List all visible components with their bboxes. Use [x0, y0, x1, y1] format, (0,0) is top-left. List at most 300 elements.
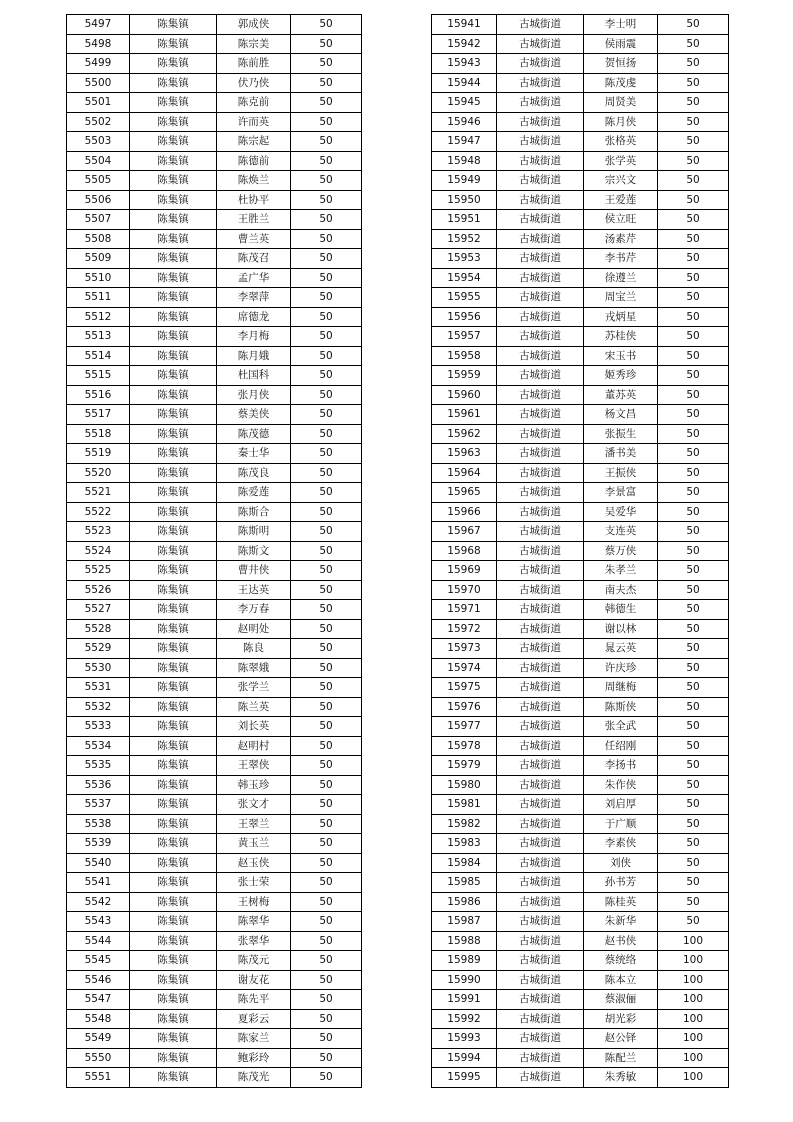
row-number-cell: 15943: [432, 54, 497, 74]
table-row: [67, 931, 362, 951]
district-cell: 古城街道: [497, 697, 584, 717]
name-cell: 孙书芳: [584, 873, 658, 893]
name-cell: 秦士华: [217, 444, 291, 464]
name-cell: 赵公铎: [584, 1029, 658, 1049]
name-cell: 朱秀敏: [584, 1068, 658, 1088]
table-row: [67, 580, 362, 600]
amount-cell: 50: [658, 73, 729, 93]
row-number-cell: 5527: [67, 600, 130, 620]
name-cell: 宋玉书: [584, 346, 658, 366]
table-row: [432, 834, 729, 854]
amount-cell: 50: [658, 483, 729, 503]
table-row: [432, 580, 729, 600]
amount-cell: 50: [291, 268, 362, 288]
name-cell: 周贤美: [584, 93, 658, 113]
name-cell: 杜协平: [217, 190, 291, 210]
row-number-cell: 5513: [67, 327, 130, 347]
name-cell: 李士明: [584, 15, 658, 35]
district-cell: 陈集镇: [130, 307, 217, 327]
row-number-cell: 15959: [432, 366, 497, 386]
amount-cell: 50: [291, 346, 362, 366]
amount-cell: 50: [658, 229, 729, 249]
row-number-cell: 5542: [67, 892, 130, 912]
name-cell: 于广顺: [584, 814, 658, 834]
district-cell: 古城街道: [497, 424, 584, 444]
row-number-cell: 15961: [432, 405, 497, 425]
amount-cell: 50: [291, 366, 362, 386]
name-cell: 侯立旺: [584, 210, 658, 230]
amount-cell: 50: [658, 619, 729, 639]
table-row: [432, 327, 729, 347]
amount-cell: 50: [291, 112, 362, 132]
left-table: [66, 14, 362, 1088]
row-number-cell: 5546: [67, 970, 130, 990]
table-row: [432, 814, 729, 834]
name-cell: 陈斯合: [217, 502, 291, 522]
name-cell: 陈茂良: [217, 463, 291, 483]
amount-cell: 50: [658, 580, 729, 600]
name-cell: 韩德生: [584, 600, 658, 620]
row-number-cell: 15991: [432, 990, 497, 1010]
district-cell: 古城街道: [497, 327, 584, 347]
district-cell: 陈集镇: [130, 873, 217, 893]
district-cell: 陈集镇: [130, 405, 217, 425]
table-row: [67, 34, 362, 54]
table-row: [432, 619, 729, 639]
amount-cell: 50: [291, 1009, 362, 1029]
name-cell: 宗兴文: [584, 171, 658, 191]
table-row: [432, 73, 729, 93]
name-cell: 张学兰: [217, 678, 291, 698]
district-cell: 古城街道: [497, 990, 584, 1010]
amount-cell: 50: [291, 795, 362, 815]
amount-cell: 50: [291, 151, 362, 171]
name-cell: 苏桂侠: [584, 327, 658, 347]
amount-cell: 50: [658, 541, 729, 561]
name-cell: 许庆珍: [584, 658, 658, 678]
district-cell: 古城街道: [497, 951, 584, 971]
name-cell: 郭成侠: [217, 15, 291, 35]
row-number-cell: 5512: [67, 307, 130, 327]
name-cell: 陈配兰: [584, 1048, 658, 1068]
amount-cell: 50: [291, 580, 362, 600]
name-cell: 杜国科: [217, 366, 291, 386]
name-cell: 李扬书: [584, 756, 658, 776]
amount-cell: 50: [291, 54, 362, 74]
district-cell: 陈集镇: [130, 951, 217, 971]
amount-cell: 50: [291, 561, 362, 581]
row-number-cell: 5522: [67, 502, 130, 522]
row-number-cell: 5505: [67, 171, 130, 191]
district-cell: 古城街道: [497, 112, 584, 132]
district-cell: 古城街道: [497, 307, 584, 327]
amount-cell: 50: [291, 73, 362, 93]
row-number-cell: 15986: [432, 892, 497, 912]
name-cell: 刘长英: [217, 717, 291, 737]
district-cell: 陈集镇: [130, 327, 217, 347]
district-cell: 陈集镇: [130, 268, 217, 288]
amount-cell: 50: [658, 834, 729, 854]
row-number-cell: 15963: [432, 444, 497, 464]
district-cell: 陈集镇: [130, 54, 217, 74]
row-number-cell: 15972: [432, 619, 497, 639]
amount-cell: 50: [658, 678, 729, 698]
district-cell: 古城街道: [497, 600, 584, 620]
amount-cell: 50: [291, 775, 362, 795]
amount-cell: 50: [658, 775, 729, 795]
table-row: [432, 151, 729, 171]
amount-cell: 50: [658, 288, 729, 308]
table-row: [67, 210, 362, 230]
row-number-cell: 5501: [67, 93, 130, 113]
name-cell: 刘侠: [584, 853, 658, 873]
district-cell: 陈集镇: [130, 210, 217, 230]
table-row: [67, 463, 362, 483]
name-cell: 孟广华: [217, 268, 291, 288]
district-cell: 陈集镇: [130, 970, 217, 990]
table-row: [432, 229, 729, 249]
amount-cell: 50: [291, 210, 362, 230]
amount-cell: 50: [291, 619, 362, 639]
district-cell: 古城街道: [497, 892, 584, 912]
row-number-cell: 15954: [432, 268, 497, 288]
amount-cell: 50: [291, 951, 362, 971]
row-number-cell: 15988: [432, 931, 497, 951]
table-row: [67, 795, 362, 815]
table-row: [67, 424, 362, 444]
row-number-cell: 5534: [67, 736, 130, 756]
table-row: [67, 756, 362, 776]
table-row: [67, 717, 362, 737]
amount-cell: 50: [658, 366, 729, 386]
name-cell: 黄玉兰: [217, 834, 291, 854]
table-row: [432, 639, 729, 659]
row-number-cell: 15951: [432, 210, 497, 230]
district-cell: 古城街道: [497, 970, 584, 990]
row-number-cell: 15946: [432, 112, 497, 132]
name-cell: 张全武: [584, 717, 658, 737]
name-cell: 王翠侠: [217, 756, 291, 776]
row-number-cell: 5510: [67, 268, 130, 288]
district-cell: 陈集镇: [130, 561, 217, 581]
amount-cell: 50: [291, 697, 362, 717]
amount-cell: 50: [658, 853, 729, 873]
district-cell: 古城街道: [497, 502, 584, 522]
row-number-cell: 15982: [432, 814, 497, 834]
table-row: [67, 522, 362, 542]
row-number-cell: 15955: [432, 288, 497, 308]
name-cell: 赵书侠: [584, 931, 658, 951]
row-number-cell: 15974: [432, 658, 497, 678]
row-number-cell: 5498: [67, 34, 130, 54]
district-cell: 古城街道: [497, 1029, 584, 1049]
row-number-cell: 5545: [67, 951, 130, 971]
name-cell: 伏乃侠: [217, 73, 291, 93]
amount-cell: 50: [658, 151, 729, 171]
district-cell: 古城街道: [497, 678, 584, 698]
row-number-cell: 5544: [67, 931, 130, 951]
amount-cell: 50: [291, 1029, 362, 1049]
amount-cell: 50: [291, 678, 362, 698]
table-row: [432, 502, 729, 522]
row-number-cell: 5537: [67, 795, 130, 815]
table-row: [432, 970, 729, 990]
amount-cell: 50: [658, 561, 729, 581]
table-row: [432, 249, 729, 269]
row-number-cell: 5506: [67, 190, 130, 210]
table-row: [432, 366, 729, 386]
table-row: [67, 541, 362, 561]
district-cell: 陈集镇: [130, 171, 217, 191]
table-row: [432, 1068, 729, 1088]
district-cell: 陈集镇: [130, 34, 217, 54]
name-cell: 朱作侠: [584, 775, 658, 795]
row-number-cell: 15956: [432, 307, 497, 327]
district-cell: 古城街道: [497, 639, 584, 659]
table-row: [432, 697, 729, 717]
table-row: [67, 697, 362, 717]
district-cell: 陈集镇: [130, 288, 217, 308]
district-cell: 古城街道: [497, 288, 584, 308]
name-cell: 徐遵兰: [584, 268, 658, 288]
name-cell: 杨文昌: [584, 405, 658, 425]
row-number-cell: 5520: [67, 463, 130, 483]
district-cell: 陈集镇: [130, 639, 217, 659]
name-cell: 陈茂光: [217, 1068, 291, 1088]
table-row: [67, 15, 362, 35]
amount-cell: 50: [291, 190, 362, 210]
district-cell: 古城街道: [497, 522, 584, 542]
name-cell: 陈焕兰: [217, 171, 291, 191]
table-row: [67, 912, 362, 932]
amount-cell: 50: [658, 697, 729, 717]
name-cell: 陈克前: [217, 93, 291, 113]
table-row: [432, 1009, 729, 1029]
row-number-cell: 5548: [67, 1009, 130, 1029]
row-number-cell: 5518: [67, 424, 130, 444]
amount-cell: 50: [658, 736, 729, 756]
table-row: [67, 951, 362, 971]
name-cell: 韩玉珍: [217, 775, 291, 795]
name-cell: 陈茂德: [217, 424, 291, 444]
district-cell: 古城街道: [497, 580, 584, 600]
district-cell: 古城街道: [497, 931, 584, 951]
name-cell: 王振侠: [584, 463, 658, 483]
amount-cell: 50: [658, 190, 729, 210]
name-cell: 李书芹: [584, 249, 658, 269]
district-cell: 古城街道: [497, 912, 584, 932]
table-row: [432, 171, 729, 191]
row-number-cell: 15980: [432, 775, 497, 795]
district-cell: 古城街道: [497, 463, 584, 483]
amount-cell: 50: [291, 502, 362, 522]
row-number-cell: 15984: [432, 853, 497, 873]
district-cell: 陈集镇: [130, 444, 217, 464]
amount-cell: 50: [291, 541, 362, 561]
name-cell: 戎炳星: [584, 307, 658, 327]
name-cell: 陈茂召: [217, 249, 291, 269]
district-cell: 陈集镇: [130, 990, 217, 1010]
district-cell: 陈集镇: [130, 697, 217, 717]
table-row: [432, 717, 729, 737]
table-row: [67, 1029, 362, 1049]
amount-cell: 100: [658, 990, 729, 1010]
table-row: [67, 814, 362, 834]
row-number-cell: 5529: [67, 639, 130, 659]
table-row: [432, 658, 729, 678]
district-cell: 古城街道: [497, 190, 584, 210]
table-row: [67, 853, 362, 873]
amount-cell: 50: [291, 229, 362, 249]
district-cell: 陈集镇: [130, 658, 217, 678]
amount-cell: 50: [658, 795, 729, 815]
district-cell: 陈集镇: [130, 229, 217, 249]
amount-cell: 50: [291, 814, 362, 834]
row-number-cell: 15976: [432, 697, 497, 717]
district-cell: 陈集镇: [130, 892, 217, 912]
district-cell: 陈集镇: [130, 853, 217, 873]
name-cell: 姬秀珍: [584, 366, 658, 386]
table-row: [67, 892, 362, 912]
amount-cell: 50: [291, 385, 362, 405]
table-row: [67, 1068, 362, 1088]
name-cell: 吴爱华: [584, 502, 658, 522]
name-cell: 陈翠华: [217, 912, 291, 932]
row-number-cell: 15971: [432, 600, 497, 620]
name-cell: 王树梅: [217, 892, 291, 912]
amount-cell: 50: [658, 873, 729, 893]
row-number-cell: 15948: [432, 151, 497, 171]
amount-cell: 50: [291, 483, 362, 503]
row-number-cell: 5519: [67, 444, 130, 464]
table-row: [432, 1048, 729, 1068]
row-number-cell: 15989: [432, 951, 497, 971]
name-cell: 赵明村: [217, 736, 291, 756]
amount-cell: 50: [291, 639, 362, 659]
table-row: [67, 502, 362, 522]
name-cell: 席德龙: [217, 307, 291, 327]
amount-cell: 50: [291, 171, 362, 191]
district-cell: 古城街道: [497, 93, 584, 113]
name-cell: 曹兰英: [217, 229, 291, 249]
district-cell: 陈集镇: [130, 717, 217, 737]
district-cell: 古城街道: [497, 717, 584, 737]
name-cell: 王爱莲: [584, 190, 658, 210]
table-row: [432, 990, 729, 1010]
name-cell: 陈爱莲: [217, 483, 291, 503]
district-cell: 古城街道: [497, 15, 584, 35]
district-cell: 古城街道: [497, 736, 584, 756]
district-cell: 陈集镇: [130, 775, 217, 795]
district-cell: 陈集镇: [130, 1029, 217, 1049]
row-number-cell: 15979: [432, 756, 497, 776]
row-number-cell: 5543: [67, 912, 130, 932]
district-cell: 古城街道: [497, 853, 584, 873]
row-number-cell: 5509: [67, 249, 130, 269]
row-number-cell: 15990: [432, 970, 497, 990]
table-row: [67, 268, 362, 288]
district-cell: 古城街道: [497, 132, 584, 152]
name-cell: 陈家兰: [217, 1029, 291, 1049]
table-row: [432, 561, 729, 581]
row-number-cell: 15944: [432, 73, 497, 93]
district-cell: 陈集镇: [130, 619, 217, 639]
row-number-cell: 15967: [432, 522, 497, 542]
name-cell: 陈斯侠: [584, 697, 658, 717]
amount-cell: 50: [658, 327, 729, 347]
table-row: [67, 249, 362, 269]
amount-cell: 50: [291, 288, 362, 308]
table-row: [432, 795, 729, 815]
district-cell: 古城街道: [497, 1068, 584, 1088]
left-table-body: [67, 15, 362, 1088]
district-cell: 陈集镇: [130, 678, 217, 698]
row-number-cell: 5497: [67, 15, 130, 35]
name-cell: 赵明处: [217, 619, 291, 639]
table-row: [67, 1009, 362, 1029]
row-number-cell: 5541: [67, 873, 130, 893]
amount-cell: 50: [658, 522, 729, 542]
amount-cell: 50: [658, 15, 729, 35]
district-cell: 陈集镇: [130, 912, 217, 932]
table-row: [432, 307, 729, 327]
table-row: [67, 619, 362, 639]
amount-cell: 50: [291, 132, 362, 152]
amount-cell: 50: [658, 346, 729, 366]
table-row: [67, 834, 362, 854]
amount-cell: 50: [658, 112, 729, 132]
row-number-cell: 15947: [432, 132, 497, 152]
row-number-cell: 5514: [67, 346, 130, 366]
name-cell: 任绍刚: [584, 736, 658, 756]
table-row: [432, 268, 729, 288]
name-cell: 贺恒扬: [584, 54, 658, 74]
name-cell: 汤素芹: [584, 229, 658, 249]
district-cell: 陈集镇: [130, 483, 217, 503]
district-cell: 陈集镇: [130, 346, 217, 366]
row-number-cell: 15942: [432, 34, 497, 54]
district-cell: 陈集镇: [130, 541, 217, 561]
table-row: [67, 151, 362, 171]
district-cell: 陈集镇: [130, 1068, 217, 1088]
row-number-cell: 5547: [67, 990, 130, 1010]
amount-cell: 50: [291, 444, 362, 464]
district-cell: 古城街道: [497, 346, 584, 366]
name-cell: 朱孝兰: [584, 561, 658, 581]
row-number-cell: 15957: [432, 327, 497, 347]
table-row: [67, 483, 362, 503]
amount-cell: 50: [291, 600, 362, 620]
amount-cell: 100: [658, 1009, 729, 1029]
district-cell: 陈集镇: [130, 73, 217, 93]
name-cell: 许而英: [217, 112, 291, 132]
name-cell: 陈茂虔: [584, 73, 658, 93]
amount-cell: 50: [291, 970, 362, 990]
name-cell: 蔡统络: [584, 951, 658, 971]
name-cell: 陈茂元: [217, 951, 291, 971]
amount-cell: 100: [658, 1048, 729, 1068]
row-number-cell: 15987: [432, 912, 497, 932]
amount-cell: 50: [291, 658, 362, 678]
row-number-cell: 5540: [67, 853, 130, 873]
row-number-cell: 15945: [432, 93, 497, 113]
district-cell: 陈集镇: [130, 580, 217, 600]
amount-cell: 50: [291, 1048, 362, 1068]
table-row: [67, 639, 362, 659]
table-row: [432, 444, 729, 464]
amount-cell: 100: [658, 970, 729, 990]
row-number-cell: 15993: [432, 1029, 497, 1049]
